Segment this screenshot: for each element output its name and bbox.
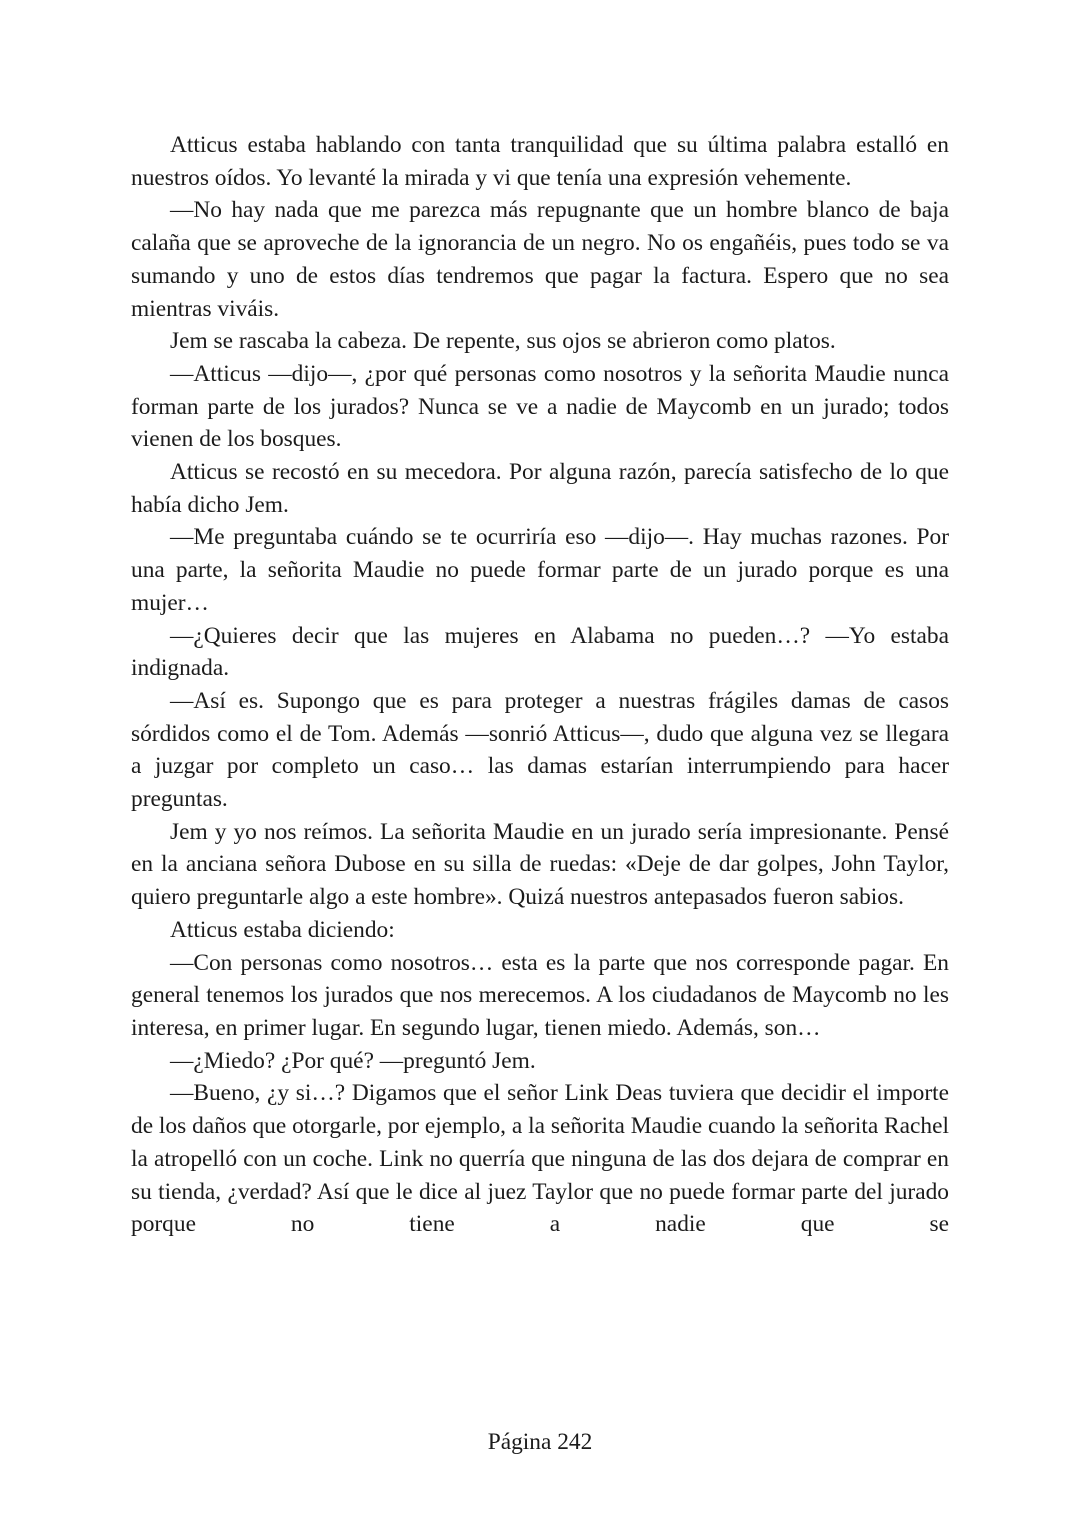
paragraph: Jem y yo nos reímos. La señorita Maudie en un jurado sería impresionante. Pensé en la anciana señora Dubose en su silla de ruedas: «Deje de dar golpes, John Taylor, quiero preguntarle algo a este hombre». Quizá nuestros antepasados fueron sabios.	[131, 818, 949, 911]
paragraph: Atticus estaba diciendo:	[170, 916, 395, 943]
page-number: Página 242	[487, 1429, 593, 1455]
page-body	[131, 129, 949, 1241]
paragraph: Atticus estaba hablando con tanta tranquilidad que su última palabra estalló en nuestros oídos. Yo levanté la mirada y vi que tenía una expresión vehemente.	[131, 132, 949, 191]
paragraph: —¿Quieres decir que las mujeres en Alabama no pueden…? —Yo estaba indignada.	[131, 622, 949, 682]
paragraph: —Me preguntaba cuándo se te ocurriría eso —dijo—. Hay muchas razones. Por una parte, la señorita Maudie no puede formar parte de un jurado porque es una mujer…	[131, 524, 949, 616]
paragraph: —Atticus —dijo—, ¿por qué personas como nosotros y la señorita Maudie nunca forman parte de los jurados? Nunca se ve a nadie de Maycomb en un jurado; todos vienen de los bosques.	[131, 360, 949, 453]
paragraph: Atticus se recostó en su mecedora. Por alguna razón, parecía satisfecho de lo que había dicho Jem.	[131, 459, 949, 518]
paragraph: Jem se rascaba la cabeza. De repente, sus ojos se abrieron como platos.	[170, 328, 836, 355]
paragraph: —No hay nada que me parezca más repugnante que un hombre blanco de baja calaña que se aproveche de la ignorancia de un negro. No os engañéis, pues todo se va sumando y uno de estos días tendremos que pagar la factura. Espero que no sea mientras viváis.	[131, 197, 949, 322]
paragraph: —¿Miedo? ¿Por qué? —preguntó Jem.	[170, 1047, 536, 1074]
paragraph: —Con personas como nosotros… esta es la parte que nos corresponde pagar. En general tenemos los jurados que nos merecemos. A los ciudadanos de Maycomb no les interesa, en primer lugar. En segundo lugar, tienen miedo. Además, son…	[131, 949, 949, 1041]
paragraph: —Así es. Supongo que es para proteger a nuestras frágiles damas de casos sórdidos como el de Tom. Además —sonrió Atticus—, dudo que alguna vez se llegara a juzgar por completo un caso… las damas estarían interrumpiendo para hacer preguntas.	[131, 687, 949, 813]
paragraph: —Bueno, ¿y si…? Digamos que el señor Link Deas tuviera que decidir el importe de los daños que otorgarle, por ejemplo, a la señorita Maudie cuando la señorita Rachel la atropelló con un coche. Link no querría que ninguna de las dos dejara de comprar en su tienda, ¿verdad? Así que le dice al juez Taylor que no puede formar parte del jurado porque no tiene a nadie que se	[131, 1080, 949, 1238]
